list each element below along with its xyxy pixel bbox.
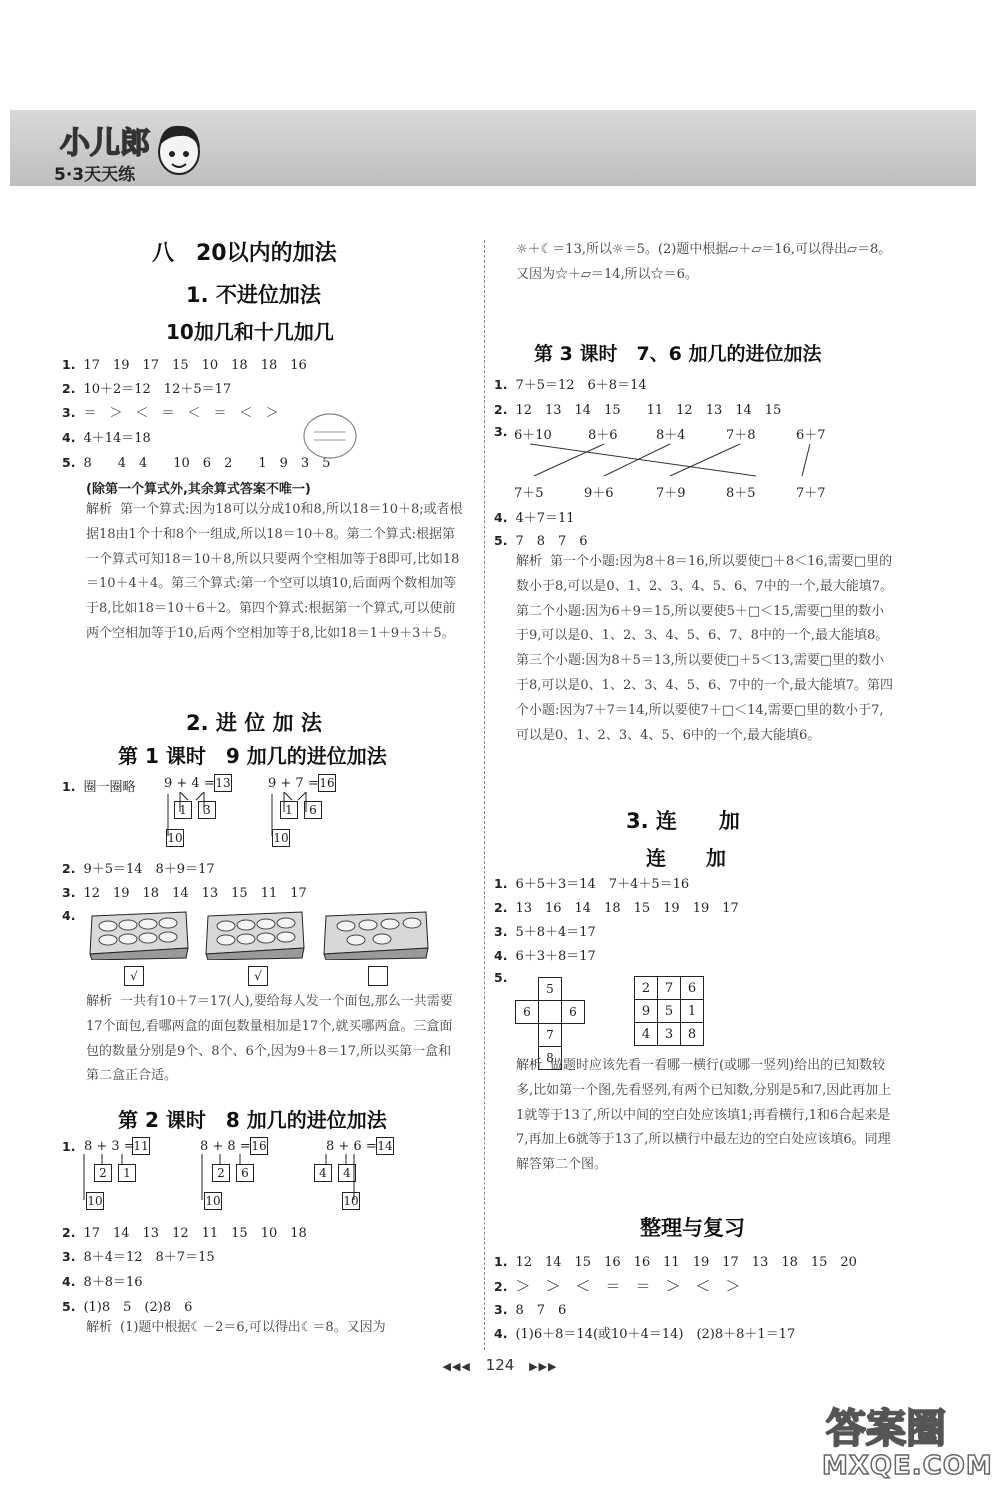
answer-text: 8 4 4 10 6 2 1 9 3 5 <box>83 456 331 471</box>
watermark-text: 答案圈 <box>826 1406 946 1452</box>
checkbox-answer: √ <box>124 966 144 986</box>
prev-arrows-icon: ◀◀◀ <box>442 1360 471 1373</box>
answer-line <box>494 424 515 440</box>
puzzle-cell <box>538 1000 562 1024</box>
grid-cell: 2 <box>635 977 658 1000</box>
equation-text: 8 + 8 = <box>200 1139 251 1154</box>
split-box: 2 <box>94 1164 112 1182</box>
puzzle-cell: 8 <box>538 1046 562 1070</box>
answer-text: 6＋5＋3＝14 7＋4＋5＝16 <box>515 877 690 892</box>
answer-line <box>494 1251 857 1270</box>
checkbox-answer <box>368 966 388 986</box>
split-box: 10 <box>87 1194 103 1208</box>
lesson-title: 第 2 课时 8 加几的进位加法 <box>118 1108 387 1132</box>
expr-bottom: 8＋5 <box>726 486 756 501</box>
puzzle-cell: 5 <box>538 977 562 1001</box>
explanation-paragraph <box>516 550 896 748</box>
answer-line <box>494 897 739 916</box>
puzzle-cell: 6 <box>515 1000 539 1024</box>
question-number: 1. <box>494 377 508 392</box>
answer-line <box>494 530 588 549</box>
answer-text: 13 16 14 18 15 19 19 17 <box>515 901 739 916</box>
lesson-title: 第 3 课时 7、6 加几的进位加法 <box>534 343 822 365</box>
boy-mascot-icon <box>152 118 206 182</box>
split-diagram <box>82 1154 382 1214</box>
next-arrows-icon: ▶▶▶ <box>529 1360 558 1373</box>
explanation-label: 解析 <box>86 994 113 1009</box>
answer-text: (1)8 5 (2)8 6 <box>83 1300 193 1315</box>
answer-line <box>62 1271 143 1290</box>
section-title: 2. 进 位 加 法 <box>186 711 322 735</box>
explanation-label: 解析 <box>516 554 543 569</box>
explanation-text: 第一个小题:因为8＋8＝16,所以要使□＋8＜16,需要□里的数小于8,可以是0、1、2、3、4、5、6、7中的一个,最大能填7。第二个小题:因为6＋9＝15,所以要使5＋□＜15,需要□里的数小于9,可以是0、1、2、3、4、5、6、7、8中的一个,最大能填8。第三个小题:因为8＋5＝13,所以要使□＋5＜13,需要□里的数小于8,可以是0、1、2、3、4、5、6、7中的一个,最大能填7。第四个小题:因为7＋7＝14,所以要使7＋□＜14,需要□里的数小于7,可以是0、1、2、3、4、5、6中的一个,最大能填6。 <box>516 554 893 743</box>
question-number: 3. <box>494 424 508 439</box>
answer-text: 7 8 7 6 <box>515 534 588 549</box>
answer-text: 4＋14＝18 <box>83 431 151 446</box>
question-number: 4. <box>62 908 76 923</box>
question-number: 2. <box>62 1225 76 1240</box>
split-box: 6 <box>236 1164 254 1182</box>
magic-grid <box>634 976 704 1046</box>
explanation-label: 解析 <box>86 502 113 517</box>
bread-boxes-illustration <box>86 904 436 960</box>
answer-line <box>62 908 83 924</box>
question-number: 2. <box>494 900 508 915</box>
answer-line <box>62 1296 192 1315</box>
split-box: 4 <box>338 1164 356 1182</box>
subsection-title: 10加几和十几加几 <box>166 320 334 344</box>
answer-line <box>62 1246 215 1265</box>
question-number: 4. <box>494 1326 508 1341</box>
grid-cell: 8 <box>681 1023 704 1046</box>
answer-line <box>494 1323 795 1342</box>
explanation-paragraph <box>86 990 464 1089</box>
watermark-logo <box>820 1395 993 1485</box>
answer-text: 12 13 14 15 11 12 13 14 15 <box>515 403 782 418</box>
section-title: 整理与复习 <box>640 1216 745 1240</box>
column-divider <box>484 240 485 1350</box>
expr-top: 7＋8 <box>726 428 756 443</box>
explanation-label: 解析 <box>86 1320 113 1335</box>
answer-line <box>62 1139 83 1155</box>
split-box: 1 <box>118 1164 136 1182</box>
answer-line <box>494 399 781 418</box>
answer-text: 17 19 17 15 10 18 18 16 <box>83 358 307 373</box>
answer-line <box>62 427 151 446</box>
question-number: 4. <box>494 510 508 525</box>
question-number: 3. <box>494 924 508 939</box>
answer-box: 11 <box>133 1139 149 1153</box>
question-number: 2. <box>62 381 76 396</box>
lesson-title: 第 1 课时 9 加几的进位加法 <box>118 744 387 768</box>
explanation-continued: ☼＋☾＝13,所以☼＝5。(2)题中根据▱＋▱＝16,可以得出▱＝8。又因为☆＋▱＝14,所以☆＝6。 <box>516 242 892 282</box>
answer-text: ＝ ＞ ＜ ＝ ＜ ＝ ＜ ＞ <box>83 406 279 421</box>
grid-cell: 5 <box>658 1000 681 1023</box>
section-title: 1. 不进位加法 <box>186 283 321 307</box>
logo-title: 小儿郎 <box>60 126 150 161</box>
answer-line <box>494 1299 566 1318</box>
answer-text: 8＋8＝16 <box>83 1275 143 1290</box>
equation-text: 9 + 7 = <box>268 776 319 791</box>
answer-text: 4＋7＝11 <box>515 511 575 526</box>
matching-lines <box>520 442 820 480</box>
explanation-paragraph <box>516 1054 896 1178</box>
question-number: 4. <box>494 948 508 963</box>
grid-cell: 3 <box>658 1023 681 1046</box>
expr-top: 6＋10 <box>514 428 552 443</box>
watermark-url: MXQE.COM <box>822 1451 993 1481</box>
answer-text: (1)6＋8＝14(或10＋4＝14) (2)8＋8＋1＝17 <box>515 1327 796 1342</box>
chapter-title: 八 20以内的加法 <box>152 241 337 266</box>
answer-text: 6＋3＋8＝17 <box>515 949 596 964</box>
section-title: 3. 连 加 <box>626 809 740 833</box>
answer-text: 10＋2＝12 12＋5＝17 <box>83 382 232 397</box>
split-box: 1 <box>174 801 192 819</box>
question-number: 1. <box>62 779 76 794</box>
question-number: 5. <box>494 533 508 548</box>
question-number: 1. <box>62 1139 76 1154</box>
explanation-label: 解析 <box>516 1058 543 1073</box>
split-box: 3 <box>198 801 216 819</box>
question-number: 3. <box>494 1302 508 1317</box>
answer-line <box>62 882 307 901</box>
equation-text: 9 + 4 = <box>164 776 215 791</box>
question-number: 3. <box>62 1249 76 1264</box>
answer-line <box>494 921 596 940</box>
answer-text: 8＋4＝12 8＋7＝15 <box>83 1250 215 1265</box>
question-number: 3. <box>62 885 76 900</box>
answer-line <box>62 858 215 877</box>
expr-top: 8＋4 <box>656 428 686 443</box>
split-box: 10 <box>167 831 183 845</box>
question-number: 4. <box>62 430 76 445</box>
explanation-paragraph <box>86 498 464 647</box>
grid-cell: 9 <box>635 1000 658 1023</box>
explanation-paragraph <box>86 1316 464 1341</box>
page-number: 124 <box>485 1356 515 1374</box>
expr-top: 6＋7 <box>796 428 826 443</box>
answer-text: ＞ ＞ ＜ ＝ ＝ ＞ ＜ ＞ <box>515 1277 741 1295</box>
answer-box: 16 <box>319 776 335 790</box>
answer-box: 13 <box>215 776 231 790</box>
explanation-text: 做题时应该先看一看哪一横行(或哪一竖列)给出的已知数较多,比如第一个图,先看竖列,有两个已知数,分别是5和7,因此再加上1就等于13了,所以中间的空白处应该填1;再看横行,1和6合起来是7,再加上6就等于13了,所以横行中最左边的空白处应该填6。同理解答第二个图。 <box>516 1058 892 1173</box>
question-number: 2. <box>494 1279 508 1294</box>
explanation-text: 第一个算式:因为18可以分成10和8,所以18＝10＋8;或者根据18由1个十和8个一组成,所以18＝10＋8。第二个算式:根据第一个算式可知18＝10＋8,所以只要两个空相加等于8即可,比如18＝10＋4＋4。第三个算式:第一个空可以填10,后面两个数相加等于8,比如18＝10＋6＋2。第四个算式:根据第一个算式,可以使前两个空相加等于10,后两个空相加等于8,比如18＝1＋9＋3＋5。 <box>86 502 463 641</box>
note-text: (除第一个算式外,其余算式答案不唯一) <box>86 482 311 497</box>
logo-subtitle: 5·3天天练 <box>54 165 136 185</box>
answer-line <box>62 776 135 795</box>
expr-bottom: 7＋9 <box>656 486 686 501</box>
split-box: 10 <box>273 831 289 845</box>
puzzle-cell: 6 <box>561 1000 585 1024</box>
answer-line <box>494 374 647 393</box>
question-number: 5. <box>494 970 508 985</box>
answer-box: 16 <box>251 1139 267 1153</box>
answer-box: 14 <box>377 1139 393 1153</box>
puzzle-cell: 7 <box>538 1023 562 1047</box>
answer-line <box>62 354 307 373</box>
answer-text: 9＋5＝14 8＋9＝17 <box>83 862 215 877</box>
answer-text: 12 19 18 14 13 15 11 17 <box>83 886 307 901</box>
answer-text: 17 14 13 12 11 15 10 18 <box>83 1226 307 1241</box>
question-number: 2. <box>62 861 76 876</box>
question-number: 5. <box>62 455 76 470</box>
answer-line <box>494 945 596 964</box>
grid-cell: 7 <box>658 977 681 1000</box>
answer-line <box>62 1222 307 1241</box>
question-number: 4. <box>62 1274 76 1289</box>
homework-stamp-icon <box>300 410 360 462</box>
answer-line <box>494 507 575 526</box>
split-box: 2 <box>212 1164 230 1182</box>
answer-line <box>494 970 515 986</box>
split-box: 10 <box>205 1194 221 1208</box>
explanation-text: (1)题中根据☾－2＝6,可以得出☾＝8。又因为 <box>120 1320 386 1335</box>
question-number: 1. <box>494 1254 508 1269</box>
answer-text: 7＋5＝12 6＋8＝14 <box>515 378 647 393</box>
grid-cell: 4 <box>635 1023 658 1046</box>
expr-top: 8＋6 <box>588 428 618 443</box>
answer-text: 12 14 15 16 16 11 19 17 13 18 15 20 <box>515 1255 857 1270</box>
answer-text: 5＋8＋4＝17 <box>515 925 596 940</box>
answer-line <box>494 1275 740 1296</box>
answer-text: 8 7 6 <box>515 1303 567 1318</box>
grid-cell: 6 <box>681 977 704 1000</box>
split-box: 6 <box>304 801 322 819</box>
subsection-title: 连 加 <box>646 846 726 870</box>
split-box: 1 <box>280 801 298 819</box>
equation-text: 8 + 3 = <box>84 1139 135 1154</box>
answer-line <box>62 402 278 421</box>
grid-cell: 1 <box>681 1000 704 1023</box>
question-number: 3. <box>62 405 76 420</box>
split-box: 10 <box>343 1194 359 1208</box>
question-number: 1. <box>62 357 76 372</box>
question-number: 1. <box>494 876 508 891</box>
answer-line <box>494 873 689 892</box>
expr-bottom: 9＋6 <box>584 486 614 501</box>
expr-bottom: 7＋5 <box>514 486 544 501</box>
explanation-text: 一共有10＋7＝17(人),要给每人发一个面包,那么一共需要17个面包,看哪两盒的面包数量相加是17个,就买哪两盒。三盒面包的数量分别是9个、8个、6个,因为9＋8＝17,所以买第一盒和第二盒正合适。 <box>86 994 453 1084</box>
equation-text: 8 + 6 = <box>326 1139 377 1154</box>
checkbox-answer: √ <box>248 966 268 986</box>
split-box: 4 <box>314 1164 332 1182</box>
answer-line <box>62 378 231 397</box>
answer-text: 圈一圈略 <box>83 780 136 795</box>
page-footer <box>0 1356 1000 1374</box>
question-number: 2. <box>494 402 508 417</box>
question-number: 5. <box>62 1299 76 1314</box>
answer-line <box>62 452 330 471</box>
expr-bottom: 7＋7 <box>796 486 826 501</box>
